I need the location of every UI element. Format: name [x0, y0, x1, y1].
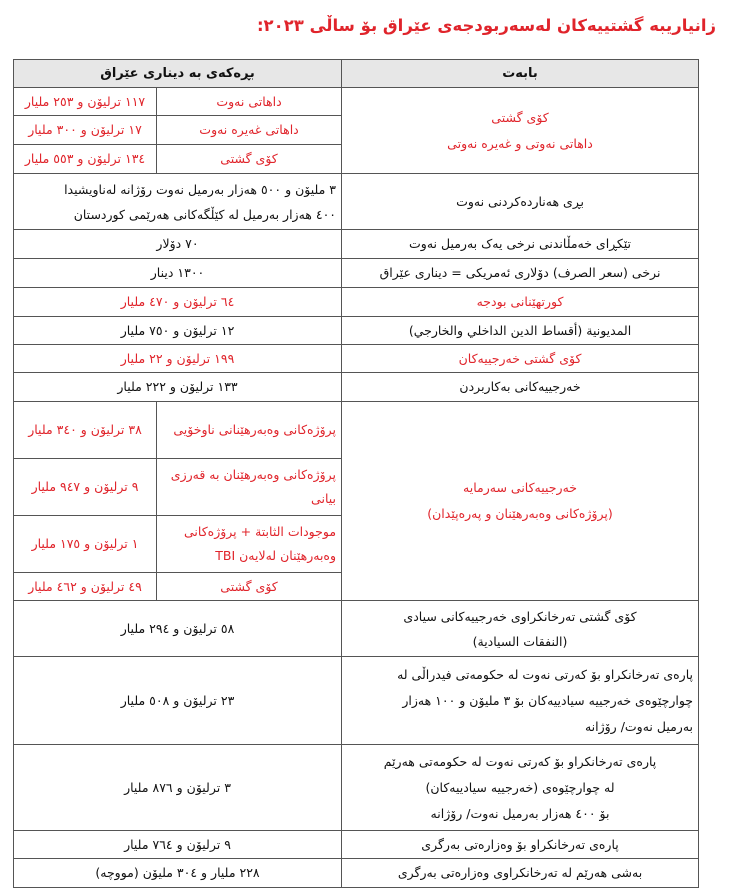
table-row	[14, 345, 699, 373]
revenue-label-cell	[342, 88, 699, 174]
federal-label-cell	[342, 657, 699, 745]
export-value-line2: ٤٠٠ هەزار بەرمیل لە کێڵگەکانی هەرێمی کوردستان	[73, 206, 337, 222]
exchange-label: نرخی (سعر الصرف) دۆلاری ئەمریکی = دیناری عێراق	[342, 259, 699, 288]
header-row	[14, 60, 699, 88]
region-value: ٣ ترلیۆن و ٨٧٦ ملیار	[14, 745, 342, 831]
table-row	[14, 402, 699, 459]
export-label: بڕی هەناردەکردنی نەوت	[342, 174, 699, 230]
capital-sub-name: موجودات الثابتة + پرۆژەکانی وەبەرهێنان لەلایەن TBI	[157, 516, 342, 573]
revenue-label-line1: کۆی گشتی	[491, 109, 549, 125]
revenue-label-line2: داهاتی نەوتی و غەیرە نەوتی	[447, 135, 593, 151]
table-row	[14, 831, 699, 859]
federal-label-line3: بەرمیل نەوت/ رۆژانە	[584, 718, 694, 734]
kr-defense-value: ٢٢٨ ملیار و ٣٠٤ ملیۆن (مووچە)	[14, 859, 342, 888]
federal-label-line2: چوارچێوەی خەرجییە سیادییەکان بۆ ٣ ملیۆن و ١٠٠ هەزار	[402, 692, 694, 708]
region-label-line2: لە چوارچێوەی (خەرجییە سیادییەکان)	[425, 779, 615, 795]
operating-value: ١٣٣ ترلیۆن و ٢٢٢ ملیار	[14, 373, 342, 402]
region-label-line1: پارەی تەرخانکراو بۆ کەرتی نەوت لە حکومەتی هەرێم	[383, 753, 657, 769]
table-row	[14, 317, 699, 345]
capital-sub-value: ٣٨ ترلیۆن و ٣٤٠ ملیار	[14, 402, 157, 459]
region-label-cell	[342, 745, 699, 831]
table-row	[14, 259, 699, 288]
deficit-value: ٦٤ ترلیۆن و ٤٧٠ ملیار	[14, 288, 342, 317]
sovereign-label-line2: (النفقات السيادية)	[472, 633, 568, 649]
defense-value: ٩ ترلیۆن و ٧٦٤ ملیار	[14, 831, 342, 859]
capital-sub-value: ٤٩ ترلیۆن و ٤٦٢ ملیار	[14, 573, 157, 601]
export-value-line1: ٣ ملیۆن و ٥٠٠ هەزار بەرمیل نەوت رۆژانە لەناویشیدا	[64, 181, 337, 197]
debt-label: المديونية (أقساط الدين الداخلي والخارجي)	[342, 317, 699, 345]
total-expenses-label: کۆی گشتی خەرجییەکان	[342, 345, 699, 373]
table-row	[14, 859, 699, 888]
revenue-sub-name: داهاتی غەیرە نەوت	[157, 116, 342, 145]
oil-price-value: ٧٠ دۆلار	[14, 230, 342, 259]
revenue-sub-name: داهاتی نەوت	[157, 88, 342, 116]
revenue-sub-name: کۆی گشتی	[157, 145, 342, 174]
table-row	[14, 88, 699, 116]
operating-label: خەرجییەکانی بەکاربردن	[342, 373, 699, 402]
capital-sub-value: ١ ترلیۆن و ١٧٥ ملیار	[14, 516, 157, 573]
revenue-sub-value: ١٣٤ ترلیۆن و ٥٥٣ ملیار	[14, 145, 157, 174]
deficit-label: کورتهێنانی بودجە	[342, 288, 699, 317]
capital-sub-name: پرۆژەکانی وەبەرهێنانی ناوخۆیی	[157, 402, 342, 459]
header-amount: بڕەکەی بە دیناری عێراق	[14, 60, 342, 88]
federal-label-line1: پارەی تەرخانکراو بۆ کەرتی نەوت لە حکومەتی فیدراڵی لە	[397, 666, 694, 682]
table-row	[14, 174, 699, 230]
table-row	[14, 288, 699, 317]
table-row	[14, 657, 699, 745]
export-value-cell	[14, 174, 342, 230]
capital-sub-name: پرۆژەکانی وەبەرهێنان بە قەرزی بیانی	[157, 459, 342, 516]
sovereign-label-line1: کۆی گشتی تەرخانکراوی خەرجییەکانی سیادی	[403, 608, 637, 624]
page-title: زانیاریبە گشتییەکان لەسەربودجەی عێراق بۆ ساڵی ٢٠٢٣:	[256, 16, 716, 35]
total-expenses-value: ١٩٩ ترلیۆن و ٢٢ ملیار	[14, 345, 342, 373]
sovereign-label-cell	[342, 601, 699, 657]
region-label-line3: بۆ ٤٠٠ هەزار بەرمیل نەوت/ رۆژانە	[430, 805, 610, 821]
debt-value: ١٢ ترلیۆن و ٧٥٠ ملیار	[14, 317, 342, 345]
federal-value: ٢٣ ترلیۆن و ٥٠٨ ملیار	[14, 657, 342, 745]
revenue-sub-value: ١١٧ ترلیۆن و ٢٥٣ ملیار	[14, 88, 157, 116]
sovereign-value: ٥٨ ترلیۆن و ٢٩٤ ملیار	[14, 601, 342, 657]
table-row	[14, 230, 699, 259]
capital-sub-name: کۆی گشتی	[157, 573, 342, 601]
kr-defense-label: بەشی هەرێم لە تەرخانکراوی وەزارەتی بەرگری	[342, 859, 699, 888]
oil-price-label: تێکڕای خەمڵاندنی نرخی یەک بەرمیل نەوت	[342, 230, 699, 259]
table-row	[14, 373, 699, 402]
capital-label-line1: خەرجییەکانی سەرمایە	[463, 480, 577, 495]
budget-table	[13, 59, 699, 888]
header-item: بابەت	[342, 60, 699, 88]
defense-label: پارەی تەرخانکراو بۆ وەزارەتی بەرگری	[342, 831, 699, 859]
capital-sub-value: ٩ ترلیۆن و ٩٤٧ ملیار	[14, 459, 157, 516]
revenue-sub-value: ١٧ ترلیۆن و ٣٠٠ ملیار	[14, 116, 157, 145]
capital-label-cell	[342, 402, 699, 601]
exchange-value: ١٣٠٠ دینار	[14, 259, 342, 288]
table-row	[14, 745, 699, 831]
table-row	[14, 601, 699, 657]
capital-label-line2: (پرۆژەکانی وەبەرهێنان و پەرەپێدان)	[427, 506, 613, 521]
